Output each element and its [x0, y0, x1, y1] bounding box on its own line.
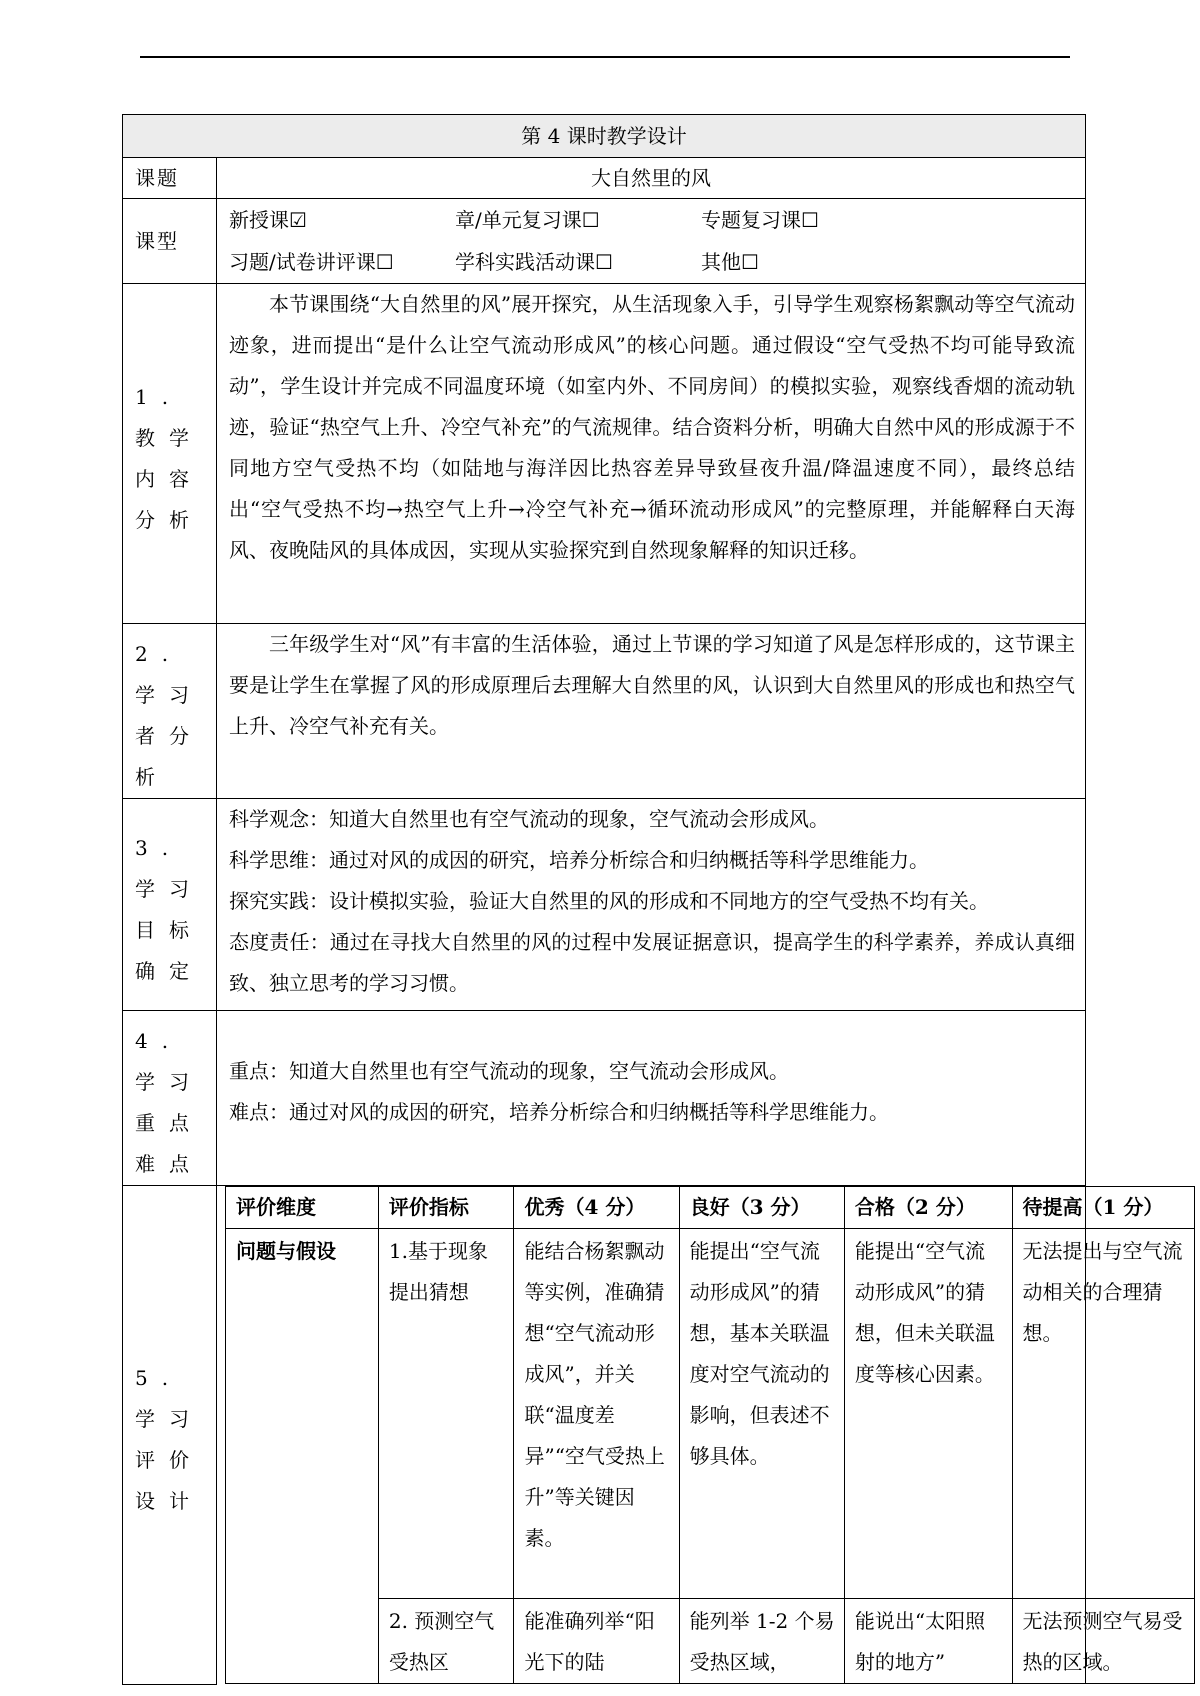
section-4-label: 4. 学习重点难点	[123, 1011, 217, 1186]
lesson-type-options	[217, 199, 1086, 284]
key-point-line: 重点：知道大自然里也有空气流动的现象，空气流动会形成风。	[229, 1059, 789, 1083]
learner-analysis	[217, 624, 1086, 799]
content-analysis-text: 本节课围绕“大自然里的风”展开探究，从生活现象入手，引导学生观察杨絮飘动等空气流动迹象，进而提出“是什么让空气流动形成风”的核心问题。通过假设“空气受热不均可能导致流动”，学生设计并完成不同温度环境（如室内外、不同房间）的模拟实验，观察线香烟的流动轨迹，验证“热空气上升、冷空气补充”的气流规律。结合资料分析，明确大自然中风的形成源于不同地方空气受热不均（如陆地与海洋因比热容差异导致昼夜升温/降温速度不同），最终总结出“空气受热不均→热空气上升→冷空气补充→循环流动形成风”的完整原理，并能解释白天海风、夜晚陆风的具体成因，实现从实验探究到自然现象解释的知识迁移。	[229, 292, 1075, 562]
eval-excellent: 能准确列举“阳光下的陆	[514, 1599, 679, 1684]
eval-excellent: 能结合杨絮飘动等实例，准确猜想“空气流动形成风”，并关联“温度差异”“空气受热上升”等关键因素。	[514, 1229, 679, 1599]
topic-label: 课题	[123, 158, 217, 199]
eval-improve: 无法提出与空气流动相关的合理猜想。	[1012, 1229, 1195, 1599]
type-row-2	[229, 241, 1075, 283]
eval-header: 良好（3 分）	[679, 1187, 844, 1229]
eval-header: 合格（2 分）	[844, 1187, 1012, 1229]
key-point-line: 难点：通过对风的成因的研究，培养分析综合和归纳概括等科学思维能力。	[229, 1100, 889, 1124]
type-option: 章/单元复习课☐	[455, 208, 600, 232]
type-option: 专题复习课☐	[701, 208, 819, 232]
type-option: 学科实践活动课☐	[455, 250, 613, 274]
lesson-plan-table	[122, 114, 1183, 1685]
type-option: 新授课☑	[229, 208, 307, 232]
type-label: 课型	[123, 199, 217, 284]
section-5-label: 5. 学习评价设计	[123, 1186, 217, 1685]
table-title: 第 4 课时教学设计	[123, 115, 1086, 158]
eval-good: 能提出“空气流动形成风”的猜想，基本关联温度对空气流动的影响，但表述不够具体。	[679, 1229, 844, 1599]
eval-header: 优秀（4 分）	[514, 1187, 679, 1229]
eval-pass: 能提出“空气流动形成风”的猜想，但未关联温度等核心因素。	[844, 1229, 1012, 1599]
content-analysis	[217, 284, 1086, 624]
type-row-1	[229, 199, 1075, 241]
objective-line: 态度责任：通过在寻找大自然里的风的过程中发展证据意识，提高学生的科学素养，养成认真细致、独立思考的学习习惯。	[229, 930, 1075, 995]
objective-line: 探究实践：设计模拟实验，验证大自然里的风的形成和不同地方的空气受热不均有关。	[229, 889, 989, 913]
evaluation-table	[225, 1186, 1195, 1684]
objective-line: 科学观念：知道大自然里也有空气流动的现象，空气流动会形成风。	[229, 807, 829, 831]
section-1-label: 1. 教学内容分析	[123, 284, 217, 624]
eval-improve: 无法预测空气易受热的区域。	[1012, 1599, 1195, 1684]
topic-value: 大自然里的风	[217, 158, 1086, 199]
learner-analysis-text: 三年级学生对“风”有丰富的生活体验，通过上节课的学习知道了风是怎样形成的，这节课主要是让学生在掌握了风的形成原理后去理解大自然里的风，认识到大自然里风的形成也和热空气上升、冷空气补充有关。	[229, 632, 1075, 738]
header-rule	[140, 56, 1070, 58]
learning-objectives	[217, 799, 1086, 1011]
eval-good: 能列举 1-2 个易受热区域，	[679, 1599, 844, 1684]
type-option: 其他☐	[701, 250, 759, 274]
eval-indicator: 1.基于现象提出猜想	[378, 1229, 514, 1599]
type-option: 习题/试卷讲评课☐	[229, 250, 394, 274]
evaluation-design	[217, 1186, 1183, 1685]
section-2-label: 2. 学习者分析	[123, 624, 217, 799]
eval-header: 评价指标	[378, 1187, 514, 1229]
objective-line: 科学思维：通过对风的成因的研究，培养分析综合和归纳概括等科学思维能力。	[229, 848, 929, 872]
eval-header: 待提高（1 分）	[1012, 1187, 1195, 1229]
key-points	[217, 1011, 1086, 1186]
eval-pass: 能说出“太阳照射的地方”	[844, 1599, 1012, 1684]
eval-indicator: 2. 预测空气受热区	[378, 1599, 514, 1684]
eval-header: 评价维度	[226, 1187, 379, 1229]
section-3-label: 3. 学习目标确定	[123, 799, 217, 1011]
eval-dimension: 问题与假设	[226, 1229, 379, 1684]
